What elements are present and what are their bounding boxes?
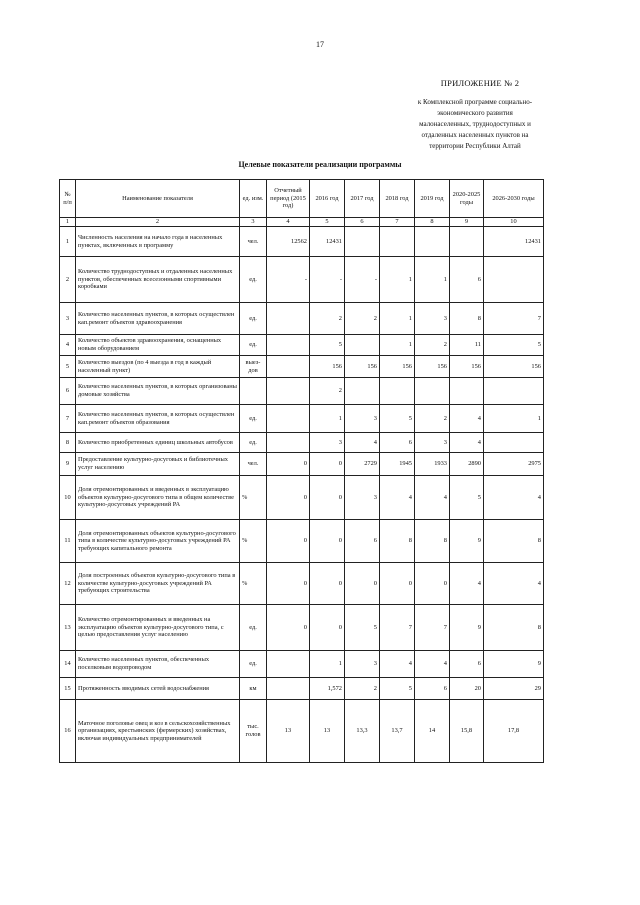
table-row [60, 405, 544, 433]
value-2017 [345, 378, 380, 405]
unit-cell: % [240, 563, 267, 605]
value-2016: 3 [310, 433, 345, 453]
value-2016: 0 [310, 476, 345, 520]
table-row [60, 678, 544, 700]
value-2020-2025: 15,8 [450, 700, 484, 763]
value-2020-2025 [450, 227, 484, 257]
unit-cell: чел. [240, 453, 267, 476]
row-number: 15 [60, 678, 76, 700]
value-2016: 5 [310, 335, 345, 356]
value-2017: - [345, 257, 380, 303]
value-2018: 5 [380, 405, 415, 433]
value-2016: 1 [310, 405, 345, 433]
value-2017: 6 [345, 520, 380, 563]
unit-cell: ед. [240, 335, 267, 356]
table-row [60, 651, 544, 678]
value-2016: 2 [310, 303, 345, 335]
value-2018: 1 [380, 335, 415, 356]
value-2017: 156 [345, 356, 380, 378]
row-number: 12 [60, 563, 76, 605]
value-2017: 3 [345, 405, 380, 433]
indicators-table [59, 179, 544, 763]
table-row [60, 335, 544, 356]
row-number: 5 [60, 356, 76, 378]
indicator-name: Количество населенных пунктов, обеспеченных поселковым водопроводом [76, 651, 240, 678]
value-2015 [267, 335, 310, 356]
index-row [60, 218, 544, 227]
header-2016: 2016 год [310, 180, 345, 218]
value-2015: - [267, 257, 310, 303]
unit-cell: тыс. голов [240, 700, 267, 763]
value-2020-2025: 2890 [450, 453, 484, 476]
value-2018 [380, 378, 415, 405]
table-row [60, 520, 544, 563]
table-row [60, 563, 544, 605]
value-2018: 156 [380, 356, 415, 378]
value-2018: 1945 [380, 453, 415, 476]
row-number: 2 [60, 257, 76, 303]
appendix-line: малонаселенных, труднодоступных и [419, 120, 531, 128]
value-2026-2030: 4 [484, 563, 544, 605]
value-2018: 1 [380, 257, 415, 303]
row-number: 1 [60, 227, 76, 257]
indicator-name: Количество населенных пунктов, в которых организованы домовые хозяйства [76, 378, 240, 405]
value-2015: 0 [267, 453, 310, 476]
unit-cell: ед. [240, 651, 267, 678]
row-number: 4 [60, 335, 76, 356]
unit-cell: ед. [240, 605, 267, 651]
row-number: 11 [60, 520, 76, 563]
indicator-name: Количество отремонтированных и введенных на эксплуатацию объектов культурно-досугового типа, с целью предоставления услуг населению [76, 605, 240, 651]
value-2016: 13 [310, 700, 345, 763]
unit-cell: выез-дов [240, 356, 267, 378]
value-2020-2025: 11 [450, 335, 484, 356]
value-2019 [415, 378, 450, 405]
value-2020-2025: 4 [450, 433, 484, 453]
value-2015 [267, 433, 310, 453]
value-2020-2025: 8 [450, 303, 484, 335]
unit-cell: ед. [240, 257, 267, 303]
value-2017: 0 [345, 563, 380, 605]
indicator-name: Количество труднодоступных и отдаленных населенных пунктов, обеспеченных всесезонными спортивными коробками [76, 257, 240, 303]
indicator-name: Количество населенных пунктов, в которых осуществлен кап.ремонт объектов образования [76, 405, 240, 433]
value-2015 [267, 356, 310, 378]
indicator-name: Численность населения на начало года в населенных пунктах, включенных в программу [76, 227, 240, 257]
value-2020-2025: 4 [450, 563, 484, 605]
header-name: Наименование показателя [76, 180, 240, 218]
value-2016: - [310, 257, 345, 303]
value-2017: 2 [345, 678, 380, 700]
value-2015: 0 [267, 520, 310, 563]
row-number: 8 [60, 433, 76, 453]
index-cell: 5 [310, 218, 345, 227]
indicator-name: Количество объектов здравоохранения, оснащенных новым оборудованием [76, 335, 240, 356]
row-number: 6 [60, 378, 76, 405]
value-2026-2030: 4 [484, 476, 544, 520]
value-2015: 0 [267, 563, 310, 605]
value-2018: 0 [380, 563, 415, 605]
value-2026-2030: 12431 [484, 227, 544, 257]
indicator-name: Доля построенных объектов культурно-досугового типа в количестве культурно-досуговых учреждений РА требующих строительства [76, 563, 240, 605]
row-number: 14 [60, 651, 76, 678]
value-2019: 2 [415, 335, 450, 356]
value-2020-2025: 6 [450, 257, 484, 303]
value-2015 [267, 678, 310, 700]
table-row [60, 700, 544, 763]
value-2018: 5 [380, 678, 415, 700]
row-number: 3 [60, 303, 76, 335]
header-base: Отчетный период (2015 год) [267, 180, 310, 218]
indicator-name: Доля отремонтированных объектов культурно-досугового типа в количестве культурно-досуговых учреждений РА требующих капитального ремонта [76, 520, 240, 563]
unit-cell: % [240, 476, 267, 520]
header-2018: 2018 год [380, 180, 415, 218]
appendix-line: отдаленных населенных пунктов на [421, 131, 529, 139]
value-2016: 12431 [310, 227, 345, 257]
appendix-title: ПРИЛОЖЕНИЕ № 2 [440, 78, 520, 88]
table-row [60, 453, 544, 476]
value-2015: 0 [267, 605, 310, 651]
value-2017 [345, 227, 380, 257]
unit-cell: ед. [240, 433, 267, 453]
value-2020-2025: 6 [450, 651, 484, 678]
index-cell: 3 [240, 218, 267, 227]
value-2016: 1 [310, 651, 345, 678]
value-2018 [380, 227, 415, 257]
indicator-name: Предоставление культурно-досуговых и библиотечных услуг населению [76, 453, 240, 476]
value-2026-2030: 7 [484, 303, 544, 335]
appendix-subtitle [395, 97, 555, 152]
value-2018: 4 [380, 651, 415, 678]
header-2026-2030: 2026-2030 годы [484, 180, 544, 218]
value-2026-2030: 8 [484, 520, 544, 563]
header-2020-2025: 2020-2025 годы [450, 180, 484, 218]
table-title: Целевые показатели реализации программы [238, 160, 402, 169]
value-2018: 7 [380, 605, 415, 651]
value-2019: 4 [415, 476, 450, 520]
table-row [60, 303, 544, 335]
value-2016: 0 [310, 520, 345, 563]
value-2017: 3 [345, 476, 380, 520]
table-row [60, 356, 544, 378]
value-2019: 1 [415, 257, 450, 303]
table-body [60, 227, 544, 763]
value-2019: 4 [415, 651, 450, 678]
row-number: 9 [60, 453, 76, 476]
value-2017 [345, 335, 380, 356]
value-2019: 8 [415, 520, 450, 563]
header-2019: 2019 год [415, 180, 450, 218]
index-cell: 1 [60, 218, 76, 227]
header-num: № п/п [60, 180, 76, 218]
unit-cell: ед. [240, 405, 267, 433]
appendix-line: к Комплексной программе социально- [417, 98, 533, 106]
value-2026-2030: 9 [484, 651, 544, 678]
value-2017: 5 [345, 605, 380, 651]
value-2016: 0 [310, 605, 345, 651]
table-row [60, 227, 544, 257]
header-row [60, 180, 544, 218]
value-2026-2030: 1 [484, 405, 544, 433]
indicator-name: Доля отремонтированных и введенных в эксплуатацию объектов культурно-досугового типа в общем количестве культурно-досуговых учреждений РА [76, 476, 240, 520]
value-2019: 3 [415, 433, 450, 453]
row-number: 16 [60, 700, 76, 763]
value-2015: 13 [267, 700, 310, 763]
value-2020-2025: 9 [450, 605, 484, 651]
row-number: 10 [60, 476, 76, 520]
value-2015 [267, 303, 310, 335]
value-2020-2025: 156 [450, 356, 484, 378]
indicator-name: Количество приобретенных единиц школьных автобусов [76, 433, 240, 453]
value-2017: 4 [345, 433, 380, 453]
value-2026-2030: 17,8 [484, 700, 544, 763]
index-cell: 10 [484, 218, 544, 227]
value-2015 [267, 651, 310, 678]
value-2017: 3 [345, 651, 380, 678]
unit-cell: ед. [240, 303, 267, 335]
value-2015: 12562 [267, 227, 310, 257]
unit-cell: % [240, 520, 267, 563]
value-2026-2030: 156 [484, 356, 544, 378]
value-2018: 8 [380, 520, 415, 563]
value-2018: 4 [380, 476, 415, 520]
row-number: 13 [60, 605, 76, 651]
value-2019: 7 [415, 605, 450, 651]
value-2015 [267, 378, 310, 405]
value-2026-2030: 29 [484, 678, 544, 700]
value-2016: 0 [310, 563, 345, 605]
table-row [60, 433, 544, 453]
unit-cell: км [240, 678, 267, 700]
value-2018: 1 [380, 303, 415, 335]
value-2020-2025: 9 [450, 520, 484, 563]
header-unit: ед. изм. [240, 180, 267, 218]
unit-cell [240, 378, 267, 405]
index-cell: 9 [450, 218, 484, 227]
indicator-name: Маточное поголовье овец и коз в сельскохозяйственных организациях, крестьянских (фермерских) хозяйствах, включая индивидуальных предпринимателей [76, 700, 240, 763]
header-2017: 2017 год [345, 180, 380, 218]
value-2019: 1933 [415, 453, 450, 476]
value-2015 [267, 405, 310, 433]
value-2019: 6 [415, 678, 450, 700]
value-2015: 0 [267, 476, 310, 520]
value-2026-2030 [484, 378, 544, 405]
value-2017: 2729 [345, 453, 380, 476]
appendix-line: территории Республики Алтай [429, 142, 521, 150]
table-row [60, 605, 544, 651]
value-2020-2025 [450, 378, 484, 405]
indicator-name: Количество выездов (по 4 выезда в год в каждый населенный пункт) [76, 356, 240, 378]
index-cell: 6 [345, 218, 380, 227]
index-cell: 8 [415, 218, 450, 227]
value-2016: 156 [310, 356, 345, 378]
indicator-name: Протяженность вводимых сетей водоснабжения [76, 678, 240, 700]
table-row [60, 257, 544, 303]
index-cell: 7 [380, 218, 415, 227]
indicator-name: Количество населенных пунктов, в которых осуществлен кап.ремонт объектов здравоохранения [76, 303, 240, 335]
value-2019: 0 [415, 563, 450, 605]
appendix-line: экономического развития [437, 109, 513, 117]
value-2019: 14 [415, 700, 450, 763]
value-2016: 0 [310, 453, 345, 476]
value-2020-2025: 5 [450, 476, 484, 520]
value-2018: 6 [380, 433, 415, 453]
value-2026-2030: 8 [484, 605, 544, 651]
value-2019: 2 [415, 405, 450, 433]
value-2019: 3 [415, 303, 450, 335]
index-cell: 2 [76, 218, 240, 227]
value-2017: 13,3 [345, 700, 380, 763]
unit-cell: чел. [240, 227, 267, 257]
value-2026-2030: 2975 [484, 453, 544, 476]
table-row [60, 378, 544, 405]
page-number: 17 [316, 40, 324, 49]
value-2016: 2 [310, 378, 345, 405]
value-2019 [415, 227, 450, 257]
value-2020-2025: 20 [450, 678, 484, 700]
value-2026-2030 [484, 433, 544, 453]
row-number: 7 [60, 405, 76, 433]
value-2018: 13,7 [380, 700, 415, 763]
value-2020-2025: 4 [450, 405, 484, 433]
value-2016: 1,572 [310, 678, 345, 700]
index-cell: 4 [267, 218, 310, 227]
value-2017: 2 [345, 303, 380, 335]
value-2019: 156 [415, 356, 450, 378]
value-2026-2030 [484, 257, 544, 303]
value-2026-2030: 5 [484, 335, 544, 356]
table-row [60, 476, 544, 520]
